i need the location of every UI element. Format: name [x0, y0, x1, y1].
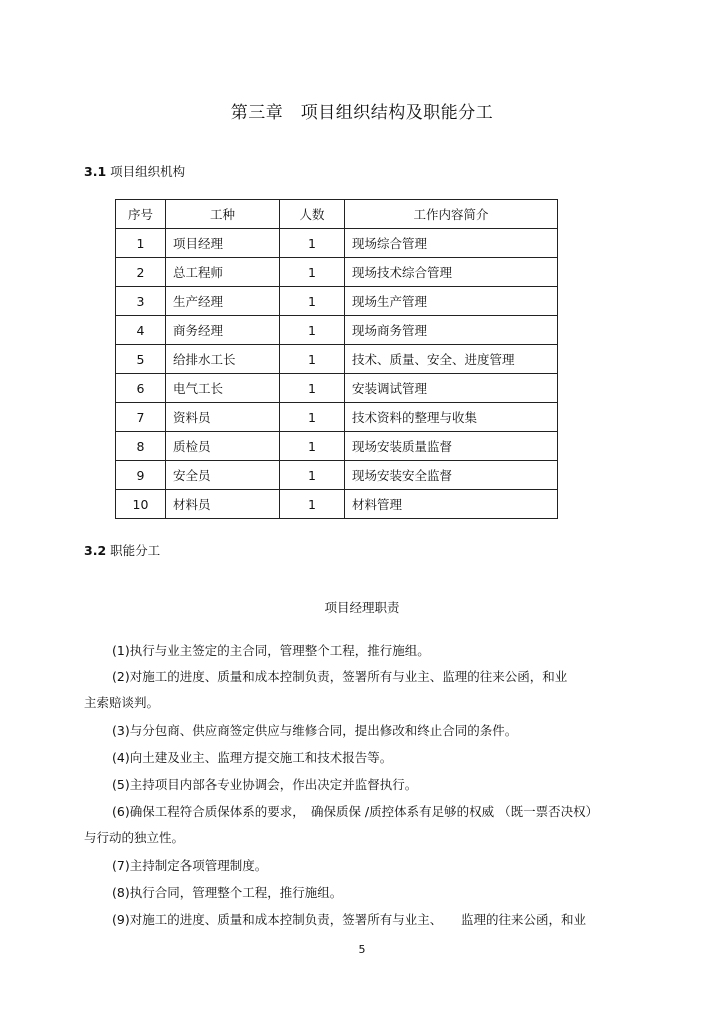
row-role: 生产经理 [166, 287, 280, 316]
row-index: 4 [116, 316, 166, 345]
row-description: 材料管理 [345, 490, 558, 519]
row-count: 1 [280, 432, 345, 461]
section-title: 职能分工 [110, 543, 161, 558]
row-role: 质检员 [166, 432, 280, 461]
row-index: 6 [116, 374, 166, 403]
row-role: 材料员 [166, 490, 280, 519]
section-title: 项目组织机构 [110, 164, 186, 179]
row-count: 1 [280, 316, 345, 345]
row-count: 1 [280, 345, 345, 374]
row-role: 电气工长 [166, 374, 280, 403]
duty-item-9 [84, 907, 640, 933]
duty-item-6-cont [84, 825, 640, 851]
row-index: 5 [116, 345, 166, 374]
row-description: 现场安装安全监督 [345, 461, 558, 490]
duty-item-4 [84, 745, 640, 771]
row-description: 现场商务管理 [345, 316, 558, 345]
duty-item-2-cont [84, 690, 640, 716]
duty-text: (4)向土建及业主、监理方提交施工和技术报告等。 [112, 750, 393, 765]
row-description: 安装调试管理 [345, 374, 558, 403]
duty-text: 与行动的独立性。 [84, 830, 185, 845]
row-index: 7 [116, 403, 166, 432]
duty-item-5 [84, 772, 640, 798]
duty-text: (2)对施工的进度、质量和成本控制负责，签署所有与业主、监理的往来公函，和业 [112, 669, 568, 684]
row-description: 技术、质量、安全、进度管理 [345, 345, 558, 374]
table-row [116, 345, 558, 374]
section-heading-3-1 [84, 162, 185, 180]
row-role: 总工程师 [166, 258, 280, 287]
row-role: 资料员 [166, 403, 280, 432]
table-row [116, 287, 558, 316]
duty-item-8 [84, 880, 640, 906]
table-header-row [116, 200, 558, 229]
row-description: 技术资料的整理与收集 [345, 403, 558, 432]
row-index: 2 [116, 258, 166, 287]
row-count: 1 [280, 287, 345, 316]
page-number: 5 [358, 943, 366, 956]
section-number: 3.2 [84, 543, 107, 558]
duty-text: (8)执行合同，管理整个工程，推行施组。 [112, 885, 343, 900]
row-count: 1 [280, 258, 345, 287]
duty-item-6 [84, 799, 640, 825]
header-description: 工作内容简介 [345, 200, 558, 229]
duty-text: (9)对施工的进度、质量和成本控制负责，签署所有与业主、 监理的往来公函，和业 [112, 912, 586, 927]
duty-text: (5)主持项目内部各专业协调会，作出决定并监督执行。 [112, 777, 418, 792]
row-index: 8 [116, 432, 166, 461]
duty-text: (7)主持制定各项管理制度。 [112, 858, 268, 873]
duty-text: (6)确保工程符合质保体系的要求， 确保质保 /质控体系有足够的权威 （既一票否决权） [112, 804, 599, 819]
section-heading-3-2 [84, 541, 160, 559]
row-count: 1 [280, 229, 345, 258]
header-index: 序号 [116, 200, 166, 229]
row-role: 项目经理 [166, 229, 280, 258]
row-description: 现场生产管理 [345, 287, 558, 316]
row-index: 1 [116, 229, 166, 258]
row-description: 现场综合管理 [345, 229, 558, 258]
table-row [116, 490, 558, 519]
row-count: 1 [280, 461, 345, 490]
row-count: 1 [280, 403, 345, 432]
table-row [116, 374, 558, 403]
header-role: 工种 [166, 200, 280, 229]
section-number: 3.1 [84, 164, 107, 179]
duties-subtitle: 项目经理职责 [324, 600, 400, 615]
row-description: 现场安装质量监督 [345, 432, 558, 461]
duty-item-2 [84, 664, 640, 690]
duty-item-1 [84, 638, 640, 664]
row-index: 10 [116, 490, 166, 519]
row-index: 3 [116, 287, 166, 316]
row-role: 商务经理 [166, 316, 280, 345]
organization-table [115, 199, 558, 519]
table-row [116, 258, 558, 287]
table-row [116, 229, 558, 258]
duty-text: 主索赔谈判。 [84, 695, 160, 710]
table-row [116, 432, 558, 461]
table-row [116, 403, 558, 432]
row-count: 1 [280, 374, 345, 403]
row-role: 安全员 [166, 461, 280, 490]
duty-text: (1)执行与业主签定的主合同，管理整个工程，推行施组。 [112, 643, 430, 658]
table-row [116, 461, 558, 490]
chapter-title: 第三章 项目组织结构及职能分工 [230, 103, 494, 123]
row-count: 1 [280, 490, 345, 519]
table-row [116, 316, 558, 345]
row-description: 现场技术综合管理 [345, 258, 558, 287]
duty-item-3 [84, 718, 640, 744]
header-count: 人数 [280, 200, 345, 229]
duty-text: (3)与分包商、供应商签定供应与维修合同，提出修改和终止合同的条件。 [112, 723, 518, 738]
duty-item-7 [84, 853, 640, 879]
row-index: 9 [116, 461, 166, 490]
row-role: 给排水工长 [166, 345, 280, 374]
